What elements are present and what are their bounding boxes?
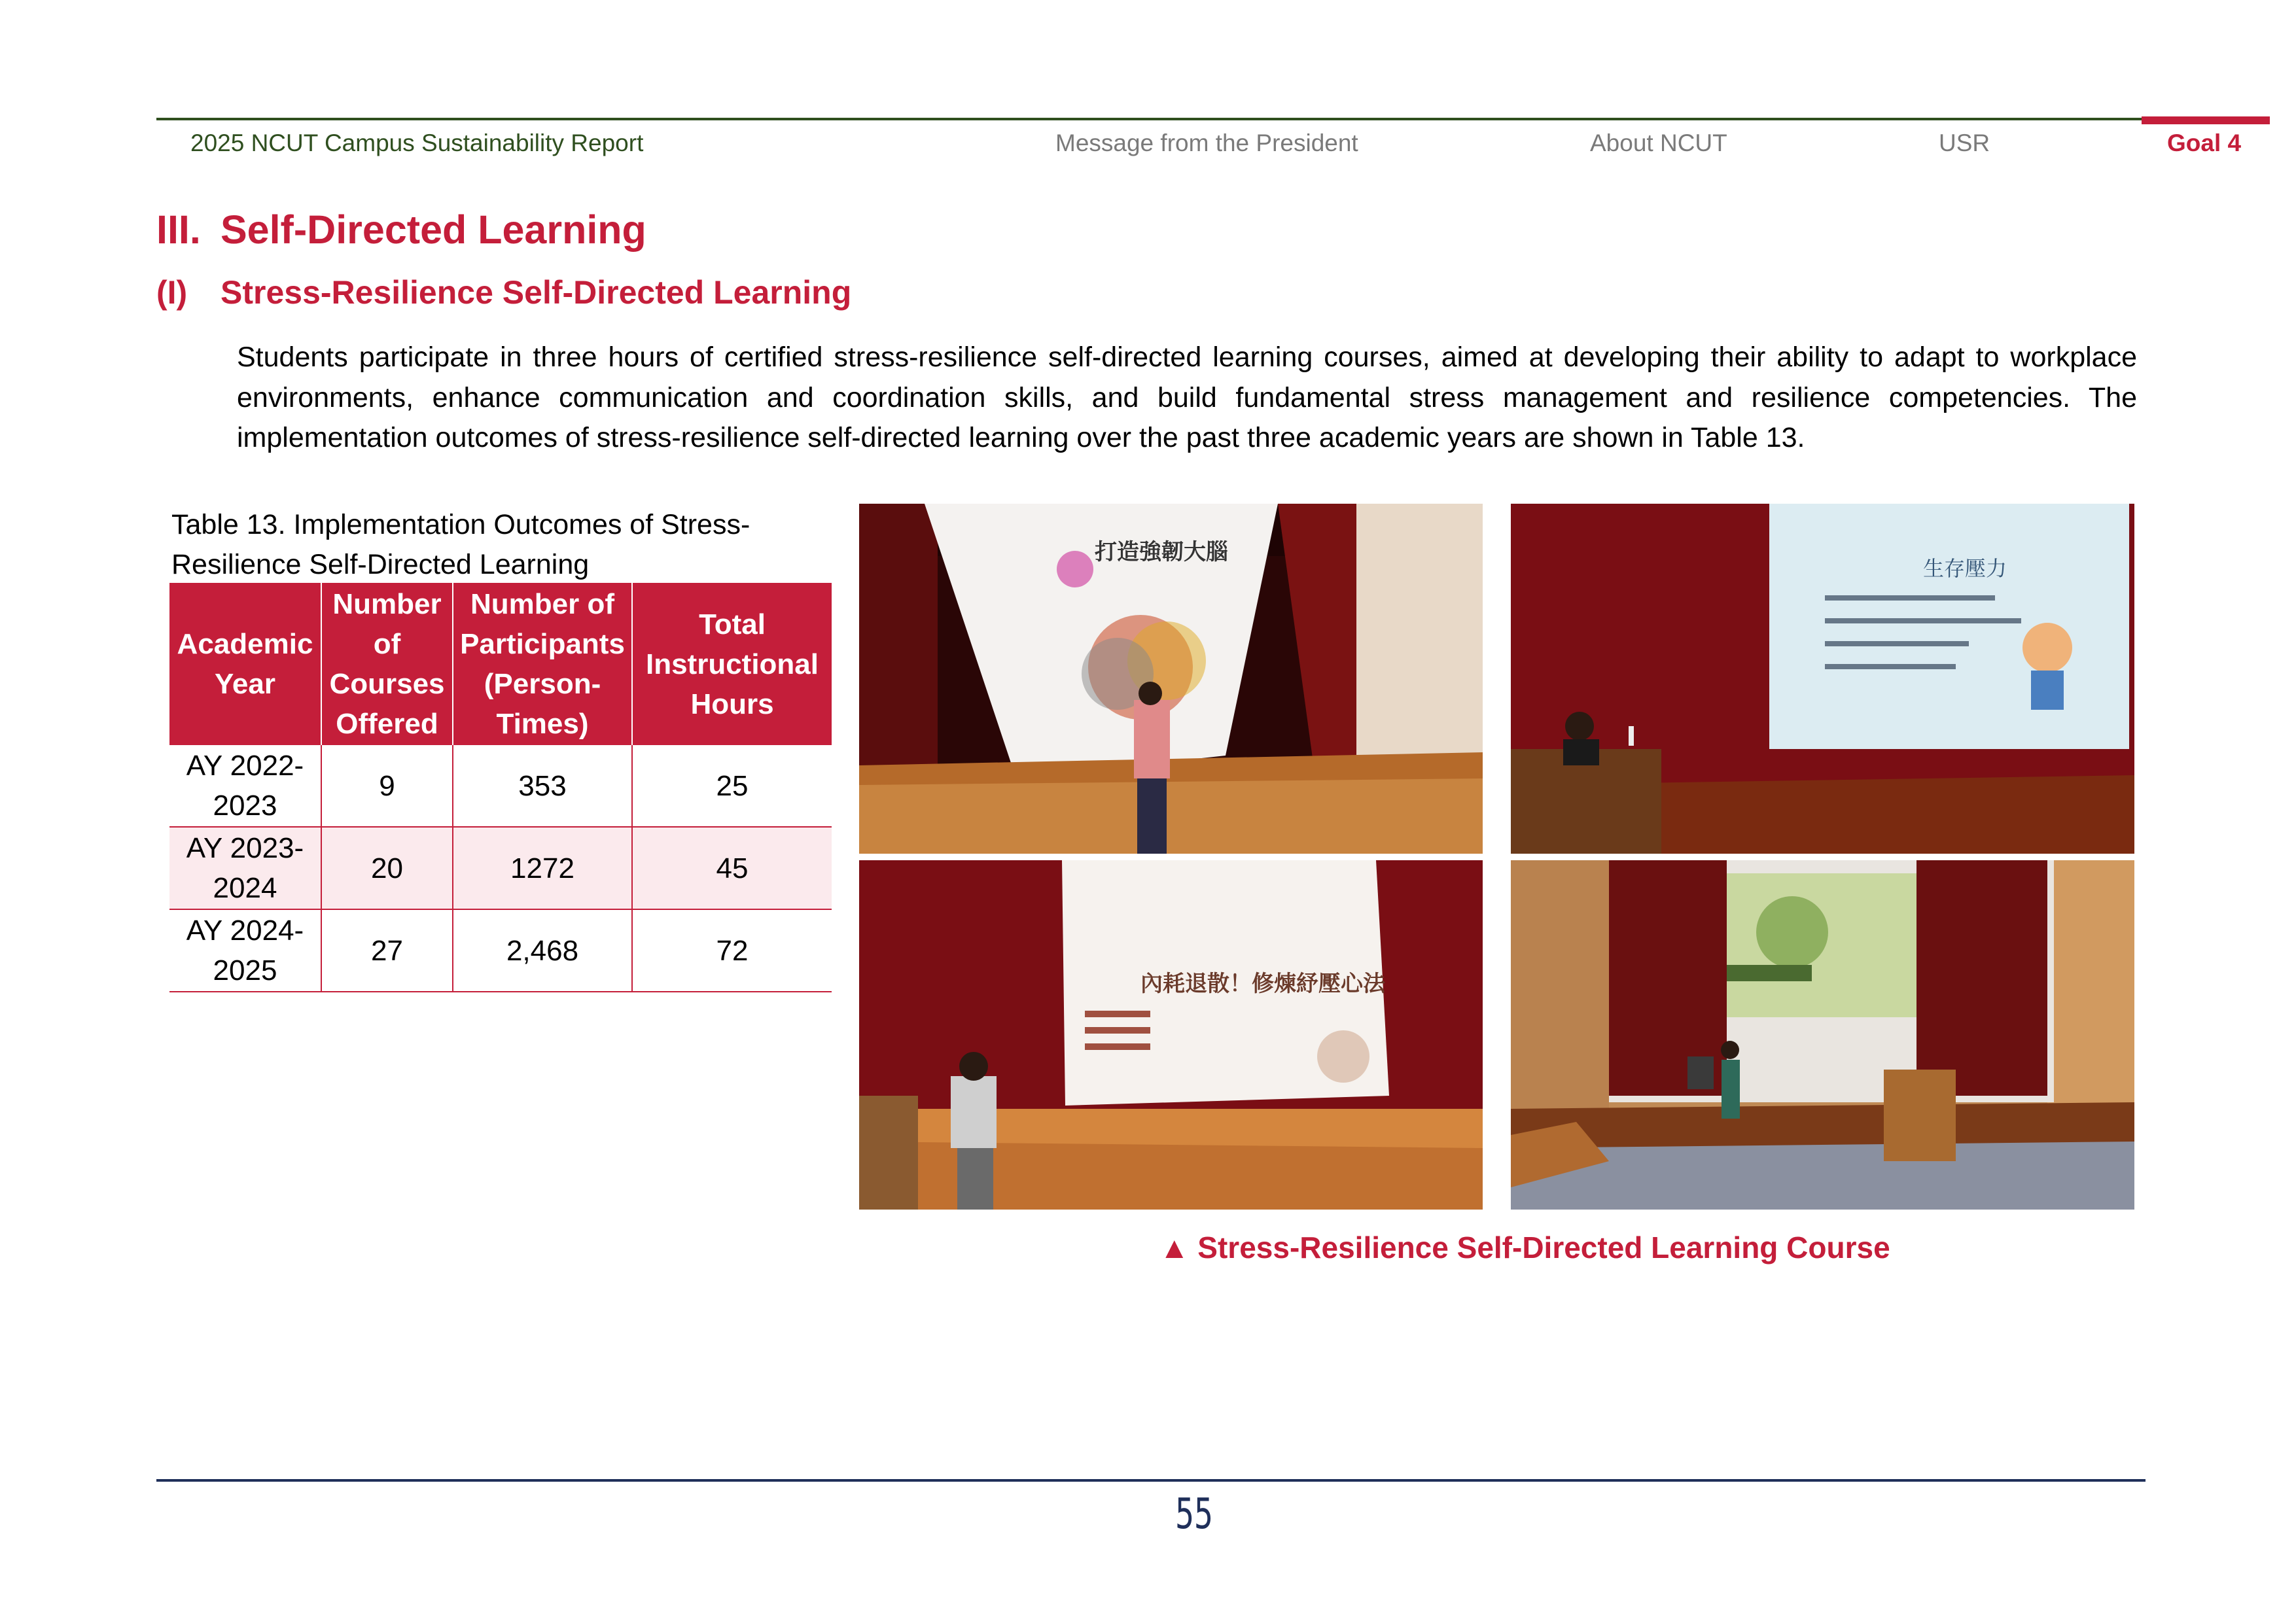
outcomes-table [169, 583, 832, 992]
table-row [169, 909, 832, 992]
subsection-title: Stress-Resilience Self-Directed Learning [221, 274, 852, 311]
footer-rule [156, 1479, 2146, 1482]
header-rule [156, 118, 2142, 120]
section-heading [156, 207, 646, 253]
subsection-number: (I) [156, 274, 188, 311]
section-title: Self-Directed Learning [221, 207, 646, 252]
slide-3-title: 內耗退散！修煉紓壓心法 [1140, 971, 1385, 996]
slide-1-title: 打造強韌大腦 [1095, 540, 1228, 565]
table-cell: 9 [321, 745, 453, 827]
course-photo-2 [1511, 504, 2134, 854]
table-cell: 25 [632, 745, 832, 827]
table-header-cell: Number of Participants (Person-Times) [453, 583, 632, 745]
nav-goal-4[interactable]: Goal 4 [2167, 130, 2242, 156]
table-header-cell: Number of Courses Offered [321, 583, 453, 745]
header-goal-marker [2142, 116, 2270, 124]
table-cell: 2,468 [453, 909, 632, 992]
table-row [169, 827, 832, 909]
photo-caption: ▲ Stress-Resilience Self-Directed Learning Course [1159, 1230, 1890, 1265]
subsection-heading [156, 273, 851, 311]
slide-2-title: 生存壓力 [1923, 557, 2007, 580]
table-caption: Table 13. Implementation Outcomes of Stress-Resilience Self-Directed Learning [171, 509, 751, 580]
table-header-row [169, 583, 832, 745]
table-cell: AY 2023-2024 [169, 827, 321, 909]
course-photo-4 [1511, 860, 2134, 1210]
report-title: 2025 NCUT Campus Sustainability Report [190, 130, 644, 156]
table-cell: 27 [321, 909, 453, 992]
body-paragraph: Students participate in three hours of certified stress-resilience self-directed learning courses, aimed at developing their ability to adapt to workplace environments, enhance communication and coordination skills, and build fundamental stress management and resilience competencies. The implementation outcomes of stress-resilience self-directed learning over the past three academic years are shown in Table 13. [237, 341, 2137, 453]
table-cell: 45 [632, 827, 832, 909]
table-cell: 1272 [453, 827, 632, 909]
table-cell: 353 [453, 745, 632, 827]
table-row [169, 745, 832, 827]
table-cell: AY 2022-2023 [169, 745, 321, 827]
table-cell: AY 2024-2025 [169, 909, 321, 992]
nav-message-from-president[interactable]: Message from the President [1055, 130, 1358, 156]
nav-about-ncut[interactable]: About NCUT [1590, 130, 1727, 156]
table-cell: 20 [321, 827, 453, 909]
course-photo-1 [859, 504, 1483, 854]
course-photo-3 [859, 860, 1483, 1210]
page-number: 55 [1175, 1490, 1213, 1539]
table-cell: 72 [632, 909, 832, 992]
section-number: III. [156, 207, 201, 252]
table-header-cell: Total Instructional Hours [632, 583, 832, 745]
nav-usr[interactable]: USR [1939, 130, 1990, 156]
table-header-cell: Academic Year [169, 583, 321, 745]
